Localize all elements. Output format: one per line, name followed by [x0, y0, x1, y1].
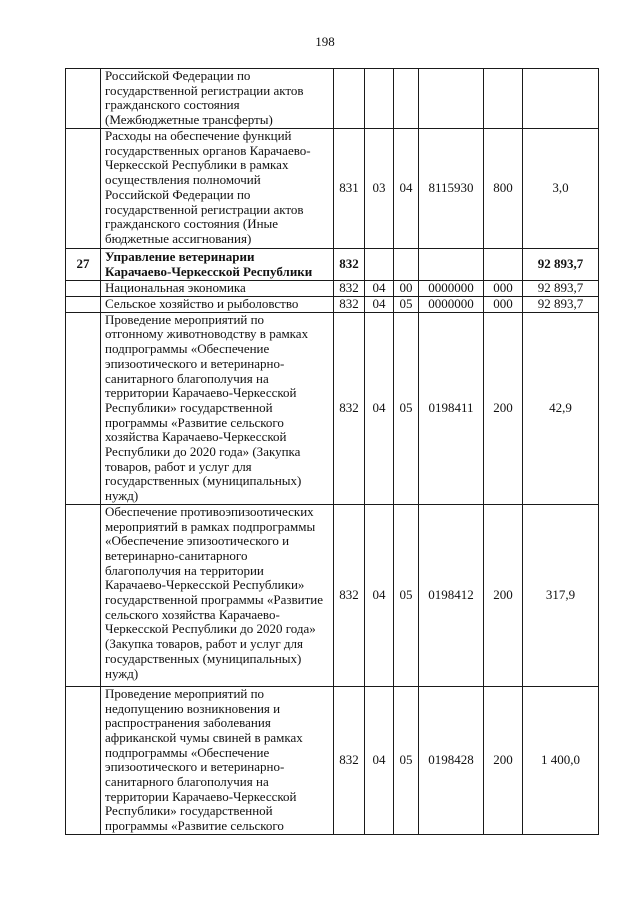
description-line: Российской Федерации по [105, 68, 251, 83]
section-code-cell: 04 [365, 686, 394, 834]
description-line: распространения заболевания [105, 715, 271, 731]
description-line: гражданского состояния [105, 97, 240, 113]
description-line: Управление ветеринарии [105, 248, 255, 264]
amount-cell: 92 893,7 [523, 249, 599, 281]
description-line: Республики до 2020 года» (Закупка [105, 444, 301, 460]
description-line: нужд) [105, 488, 139, 504]
table-row [66, 249, 599, 281]
description-line: благополучия на территории [105, 562, 264, 578]
description-line: бюджетные ассигнования) [105, 230, 252, 246]
section-code-cell [365, 69, 394, 129]
subsection-code-cell: 00 [394, 281, 419, 297]
description-line: осуществления полномочий [105, 172, 261, 188]
subsection-code-cell [394, 249, 419, 281]
expense-type-cell: 000 [484, 297, 523, 313]
description-line: (Закупка товаров, работ и услуг для [105, 636, 303, 652]
department-code-cell: 832 [334, 312, 365, 504]
target-article-cell [419, 249, 484, 281]
amount-cell: 317,9 [523, 504, 599, 686]
description-cell [101, 686, 334, 834]
department-code-cell: 832 [334, 686, 365, 834]
description-line: африканской чумы свиней в рамках [105, 729, 303, 745]
section-code-cell: 04 [365, 312, 394, 504]
table-row [66, 297, 599, 313]
description-line: Черкесской Республики в рамках [105, 157, 289, 173]
subsection-code-cell: 05 [394, 297, 419, 313]
expense-type-cell: 200 [484, 312, 523, 504]
expense-type-cell [484, 69, 523, 129]
description-line: Республики» государственной [105, 399, 273, 415]
description-line: отгонному животноводству в рамках [105, 326, 309, 342]
description-line: территории Карачаево-Черкесской [105, 788, 297, 804]
description-cell [101, 504, 334, 686]
description-line: государственных (муниципальных) [105, 650, 302, 666]
section-code-cell: 04 [365, 504, 394, 686]
description-line: государственной регистрации актов [105, 82, 304, 98]
amount-cell: 92 893,7 [523, 281, 599, 297]
department-code-cell: 831 [334, 129, 365, 249]
row-number-cell [66, 69, 101, 129]
description-line: государственных (муниципальных) [105, 473, 302, 489]
amount-cell: 3,0 [523, 129, 599, 249]
target-article-cell: 0198428 [419, 686, 484, 834]
description-line: подпрограммы «Обеспечение [105, 341, 270, 357]
description-line: недопущению возникновения и [105, 700, 281, 716]
section-code-cell: 04 [365, 297, 394, 313]
amount-cell: 92 893,7 [523, 297, 599, 313]
description-cell [101, 312, 334, 504]
budget-table [65, 68, 599, 835]
target-article-cell [419, 69, 484, 129]
description-line: ветеринарно-санитарного [105, 547, 248, 563]
department-code-cell: 832 [334, 504, 365, 686]
row-number-cell [66, 297, 101, 313]
subsection-code-cell: 04 [394, 129, 419, 249]
expense-type-cell: 000 [484, 281, 523, 297]
expense-type-cell: 200 [484, 686, 523, 834]
row-number-cell [66, 312, 101, 504]
table-row [66, 686, 599, 834]
target-article-cell: 0198412 [419, 504, 484, 686]
description-line: нужд) [105, 665, 139, 681]
amount-cell: 1 400,0 [523, 686, 599, 834]
section-code-cell: 03 [365, 129, 394, 249]
row-number-cell [66, 686, 101, 834]
description-line: хозяйства Карачаево-Черкесской [105, 429, 287, 445]
description-line: Национальная экономика [105, 280, 246, 295]
description-line: санитарного благополучия на [105, 774, 269, 790]
description-line: Российской Федерации по [105, 186, 251, 202]
department-code-cell: 832 [334, 249, 365, 281]
description-line: (Межбюджетные трансферты) [105, 112, 273, 128]
table-body [66, 69, 599, 835]
target-article-cell: 0000000 [419, 281, 484, 297]
description-line: Карачаево-Черкесской Республики» [105, 577, 305, 593]
expense-type-cell: 200 [484, 504, 523, 686]
description-line: товаров, работ и услуг для [105, 458, 252, 474]
section-code-cell [365, 249, 394, 281]
description-line: Республики» государственной [105, 803, 273, 819]
description-line: Черкесской Республики до 2020 года» [105, 621, 316, 637]
description-cell [101, 69, 334, 129]
description-cell [101, 129, 334, 249]
description-cell [101, 281, 334, 297]
description-line: Проведение мероприятий по [105, 311, 265, 327]
description-line: «Обеспечение эпизоотического и [105, 533, 290, 549]
description-line: государственной программы «Развитие [105, 592, 324, 608]
description-line: гражданского состояния (Иные [105, 216, 279, 232]
description-line: государственных органов Карачаево- [105, 142, 311, 158]
department-code-cell: 832 [334, 281, 365, 297]
description-cell [101, 297, 334, 313]
description-line: эпизоотического и ветеринарно- [105, 759, 285, 775]
expense-type-cell [484, 249, 523, 281]
description-line: Обеспечение противоэпизоотических [105, 503, 314, 519]
subsection-code-cell: 05 [394, 686, 419, 834]
amount-cell: 42,9 [523, 312, 599, 504]
row-number-cell [66, 504, 101, 686]
description-line: мероприятий в рамках подпрограммы [105, 518, 316, 534]
description-line: территории Карачаево-Черкесской [105, 385, 297, 401]
row-number-cell [66, 281, 101, 297]
subsection-code-cell: 05 [394, 312, 419, 504]
expense-type-cell: 800 [484, 129, 523, 249]
department-code-cell [334, 69, 365, 129]
description-line: государственной регистрации актов [105, 201, 304, 217]
description-line: программы «Развитие сельского [105, 818, 284, 834]
row-number-cell: 27 [66, 249, 101, 281]
subsection-code-cell: 05 [394, 504, 419, 686]
target-article-cell: 8115930 [419, 129, 484, 249]
table-row [66, 69, 599, 129]
target-article-cell: 0000000 [419, 297, 484, 313]
table-row [66, 129, 599, 249]
description-line: Сельское хозяйство и рыболовство [105, 296, 299, 311]
description-cell [101, 249, 334, 281]
description-line: сельского хозяйства Карачаево- [105, 606, 280, 622]
page-number: 198 [315, 34, 335, 49]
target-article-cell: 0198411 [419, 312, 484, 504]
description-line: Проведение мероприятий по [105, 685, 265, 701]
table-row [66, 312, 599, 504]
description-line: Карачаево-Черкесской Республики [105, 263, 313, 279]
row-number-cell [66, 129, 101, 249]
description-line: Расходы на обеспечение функций [105, 128, 292, 143]
department-code-cell: 832 [334, 297, 365, 313]
amount-cell [523, 69, 599, 129]
description-line: программы «Развитие сельского [105, 414, 284, 430]
table-row [66, 281, 599, 297]
description-line: эпизоотического и ветеринарно- [105, 355, 285, 371]
subsection-code-cell [394, 69, 419, 129]
description-line: подпрограммы «Обеспечение [105, 744, 270, 760]
table-row [66, 504, 599, 686]
description-line: санитарного благополучия на [105, 370, 269, 386]
section-code-cell: 04 [365, 281, 394, 297]
